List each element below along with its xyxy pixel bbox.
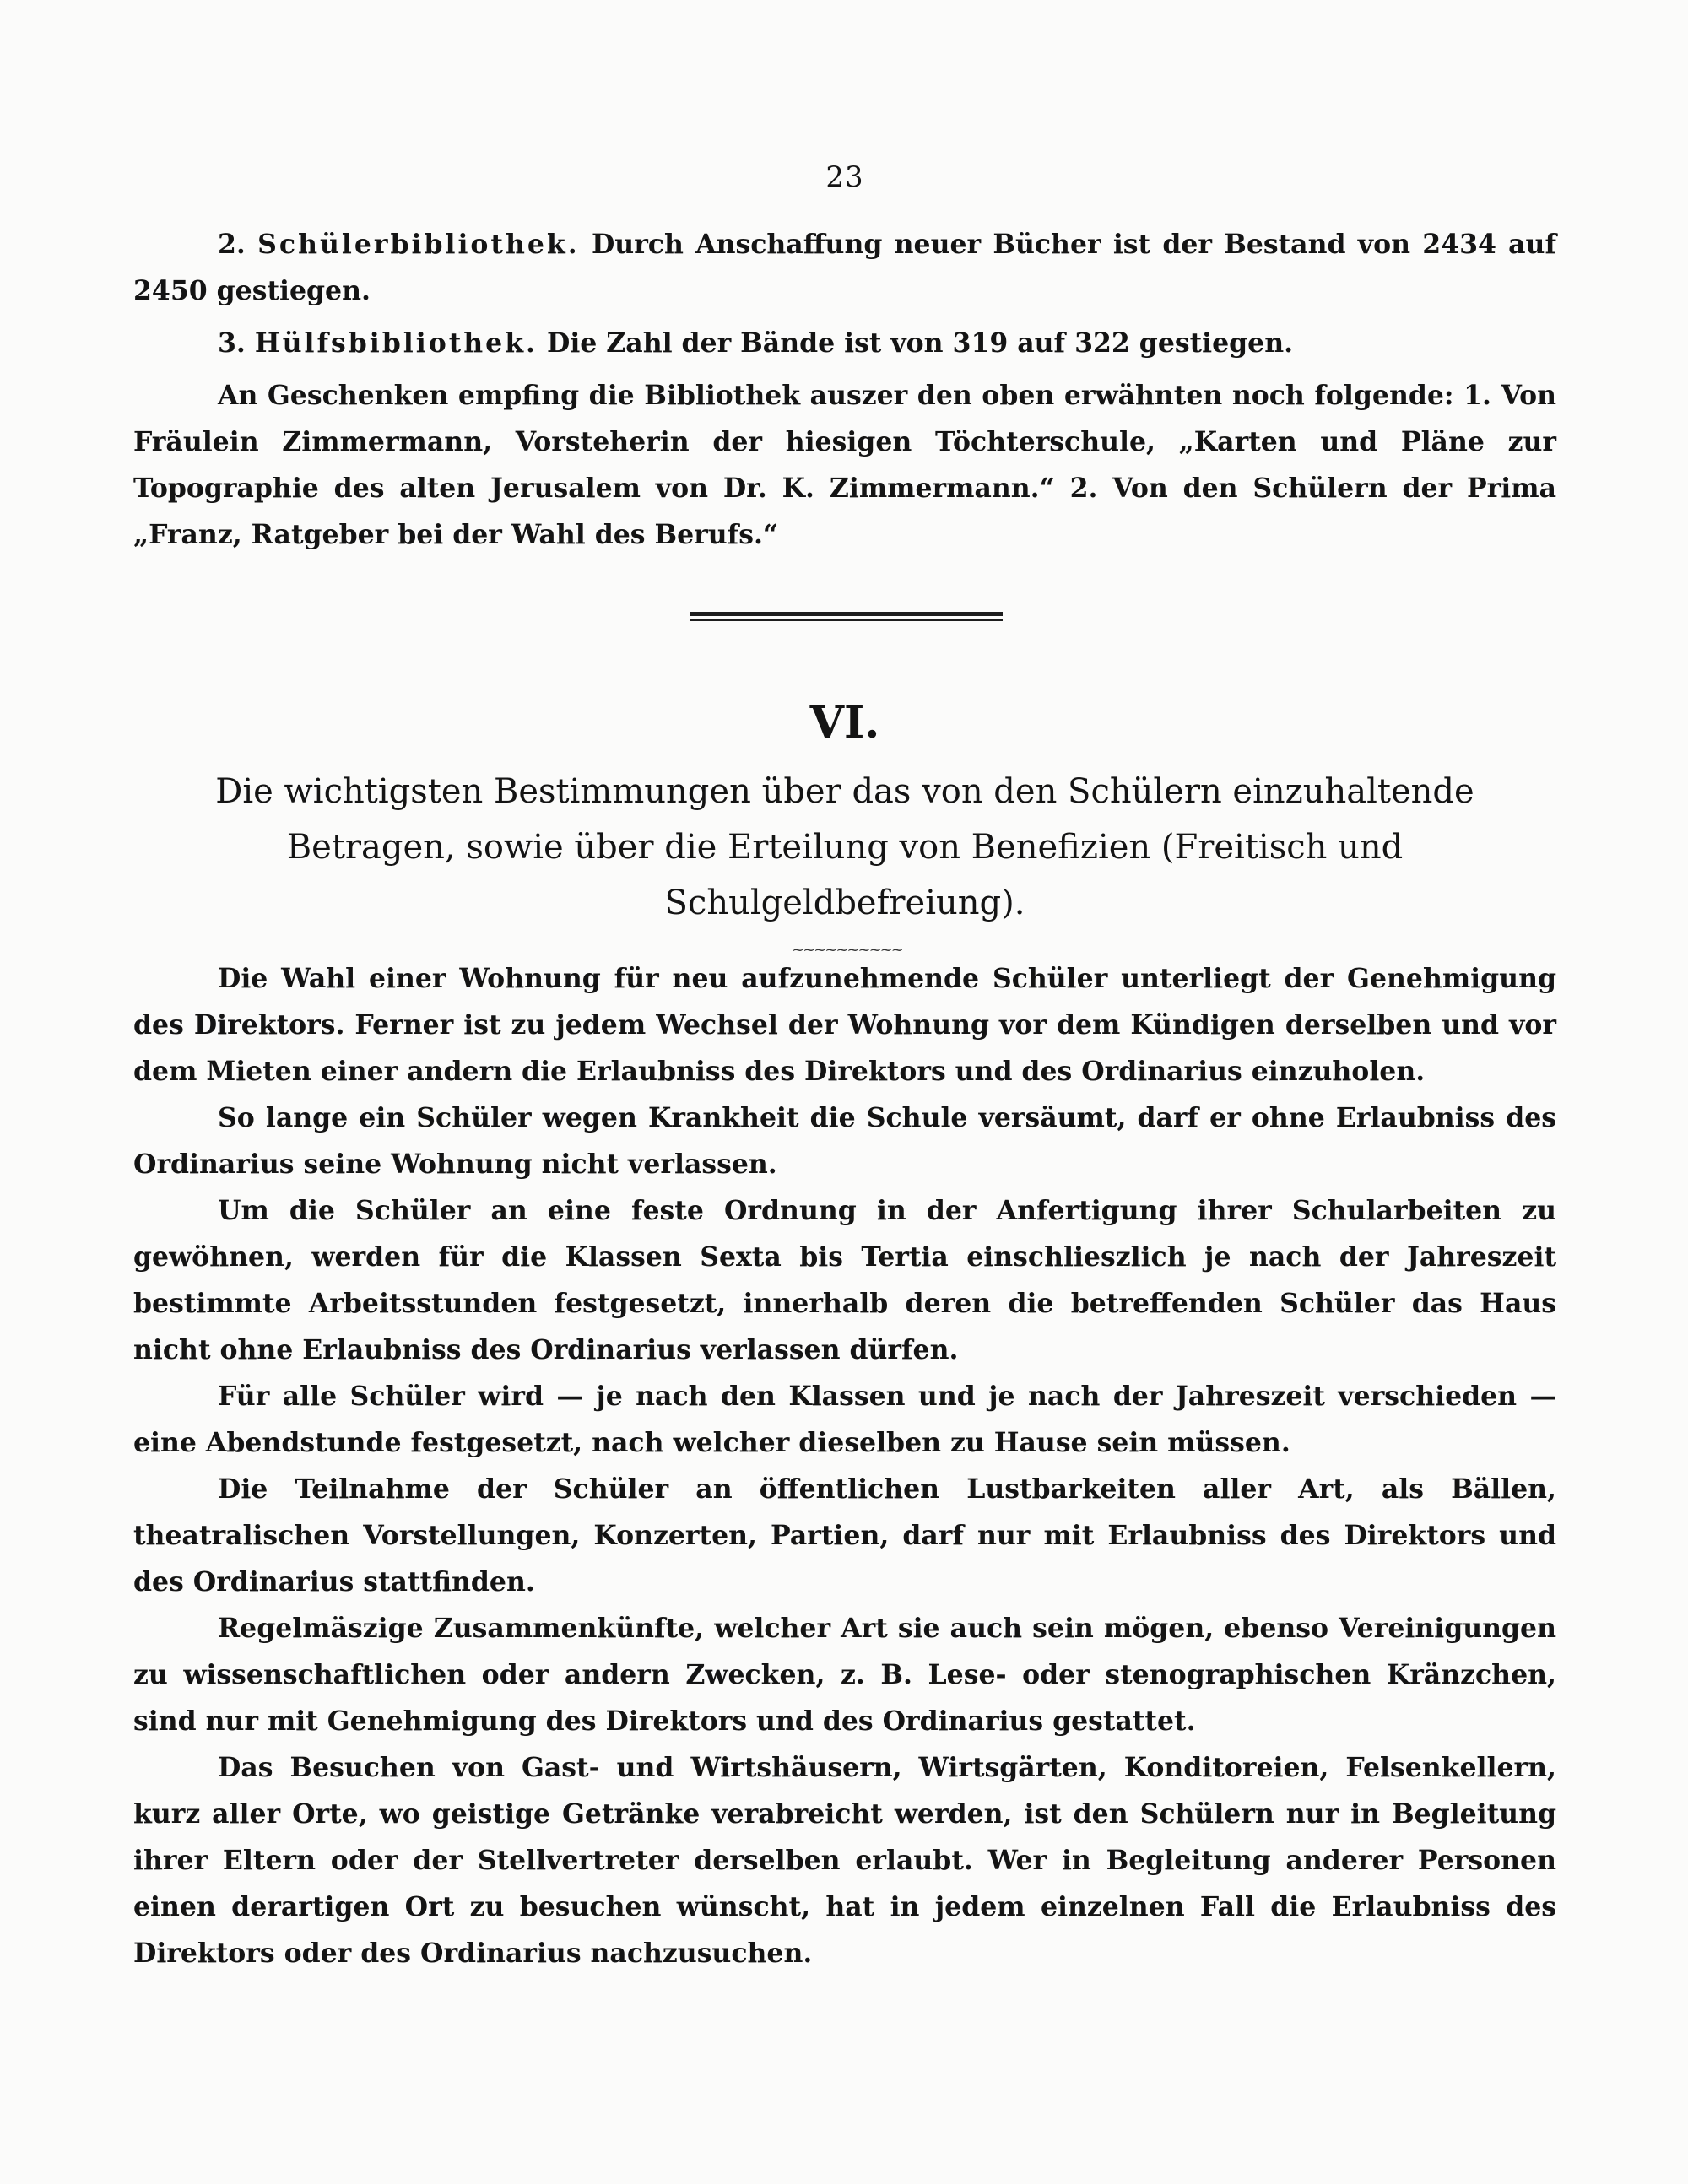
rule-paragraph-taverns: Das Besuchen von Gast- und Wirtshäusern, Wirtsgärten, Konditoreien, Felsenkellern, kurz aller Orte, wo geistige Getränke verabreicht werden, ist den Schülern nur in Begleitung ihrer Eltern oder der Stellvertreter derselben erlaubt. Wer in Begleitung anderer Personen einen derartigen Ort zu besuchen wünscht, hat in jedem einzelnen Fall die Erlaubniss des Direktors oder des Ordinarius nachzusuchen. [133,1752,1556,1969]
rules-section [133,955,1556,1976]
rule-paragraph-evening-hour: Für alle Schüler wird — je nach den Klassen und je nach der Jahreszeit verschieden — eine Abendstunde festgesetzt, nach welcher dieselben zu Hause sein müssen. [133,1381,1556,1458]
library-section [133,221,1556,558]
page-number: 23 [825,160,864,194]
gifts-paragraph: An Geschenken empfing die Bibliothek auszer den oben erwähnten noch folgende: 1. Von Fräulein Zimmermann, Vorsteherin der hiesigen Töchterschule, „Karten und Pläne zur Topographie des alten Jerusalem von Dr. K. Zimmermann.“ 2. Von den Schülern der Prima „Franz, Ratgeber bei der Wahl des Berufs.“ [133,380,1556,550]
rule-paragraph-study-hours: Um die Schüler an eine feste Ordnung in der Anfertigung ihrer Schularbeiten zu gewöhnen, werden für die Klassen Sexta bis Tertia einschlieszlich je nach der Jahreszeit bestimmte Arbeitsstunden festgesetzt, innerhalb deren die betreffenden Schüler das Haus nicht ohne Erlaubniss des Ordinarius verlassen dürfen. [133,1195,1556,1365]
rule-paragraph-housing: Die Wahl einer Wohnung für neu aufzunehmende Schüler unterliegt der Genehmigung des Direktors. Ferner ist zu jedem Wechsel der Wohnung vor dem Kündigen derselben und vor dem Mieten einer andern die Erlaubniss des Direktors und des Ordinarius einzuholen. [133,963,1556,1087]
rule-paragraph-illness: So lange ein Schüler wegen Krankheit die Schule versäumt, darf er ohne Erlaubniss des Ordinarius seine Wohnung nicht verlassen. [133,1102,1556,1180]
document-page [133,0,1556,2184]
huelfs-bibliothek-paragraph [133,320,1556,366]
schueler-bibliothek-paragraph [133,221,1556,314]
schueler-bibliothek-text: Durch Anschaffung neuer Bücher ist der Bestand von 2434 auf 2450 gestiegen. [133,229,1557,306]
section-title: Die wichtigsten Bestimmungen über das von den Schülern einzuhaltende Betragen, sowie über die Erteilung von Benefizien (Freitisch und Schulgeldbefreiung). [215,772,1474,922]
schueler-bibliothek-heading: Schülerbibliothek. [257,229,580,260]
schueler-number: 2. [218,229,246,260]
rule-paragraph-meetings: Regelmäszige Zusammenkünfte, welcher Art sie auch sein mögen, ebenso Vereinigungen zu wissenschaftlichen oder andern Zwecken, z. B. Lese- oder stenographischen Kränzchen, sind nur mit Genehmigung des Direktors und des Ordinarius gestattet. [133,1613,1556,1737]
huelfs-number: 3. [218,327,246,359]
huelfs-bibliothek-text: Die Zahl der Bände ist von 319 auf 322 gestiegen. [547,327,1294,359]
section-divider [690,612,1003,621]
huelfs-bibliothek-heading: Hülfsbibliothek. [254,327,538,359]
section-number: VI. [809,697,880,749]
title-ornament: ~~~~~~~~~~ [792,941,902,959]
rule-paragraph-entertainment: Die Teilnahme der Schüler an öffentlichen Lustbarkeiten aller Art, als Bällen, theatralischen Vorstellungen, Konzerten, Partien, darf nur mit Erlaubniss des Direktors und des Ordinarius stattfinden. [133,1473,1556,1597]
